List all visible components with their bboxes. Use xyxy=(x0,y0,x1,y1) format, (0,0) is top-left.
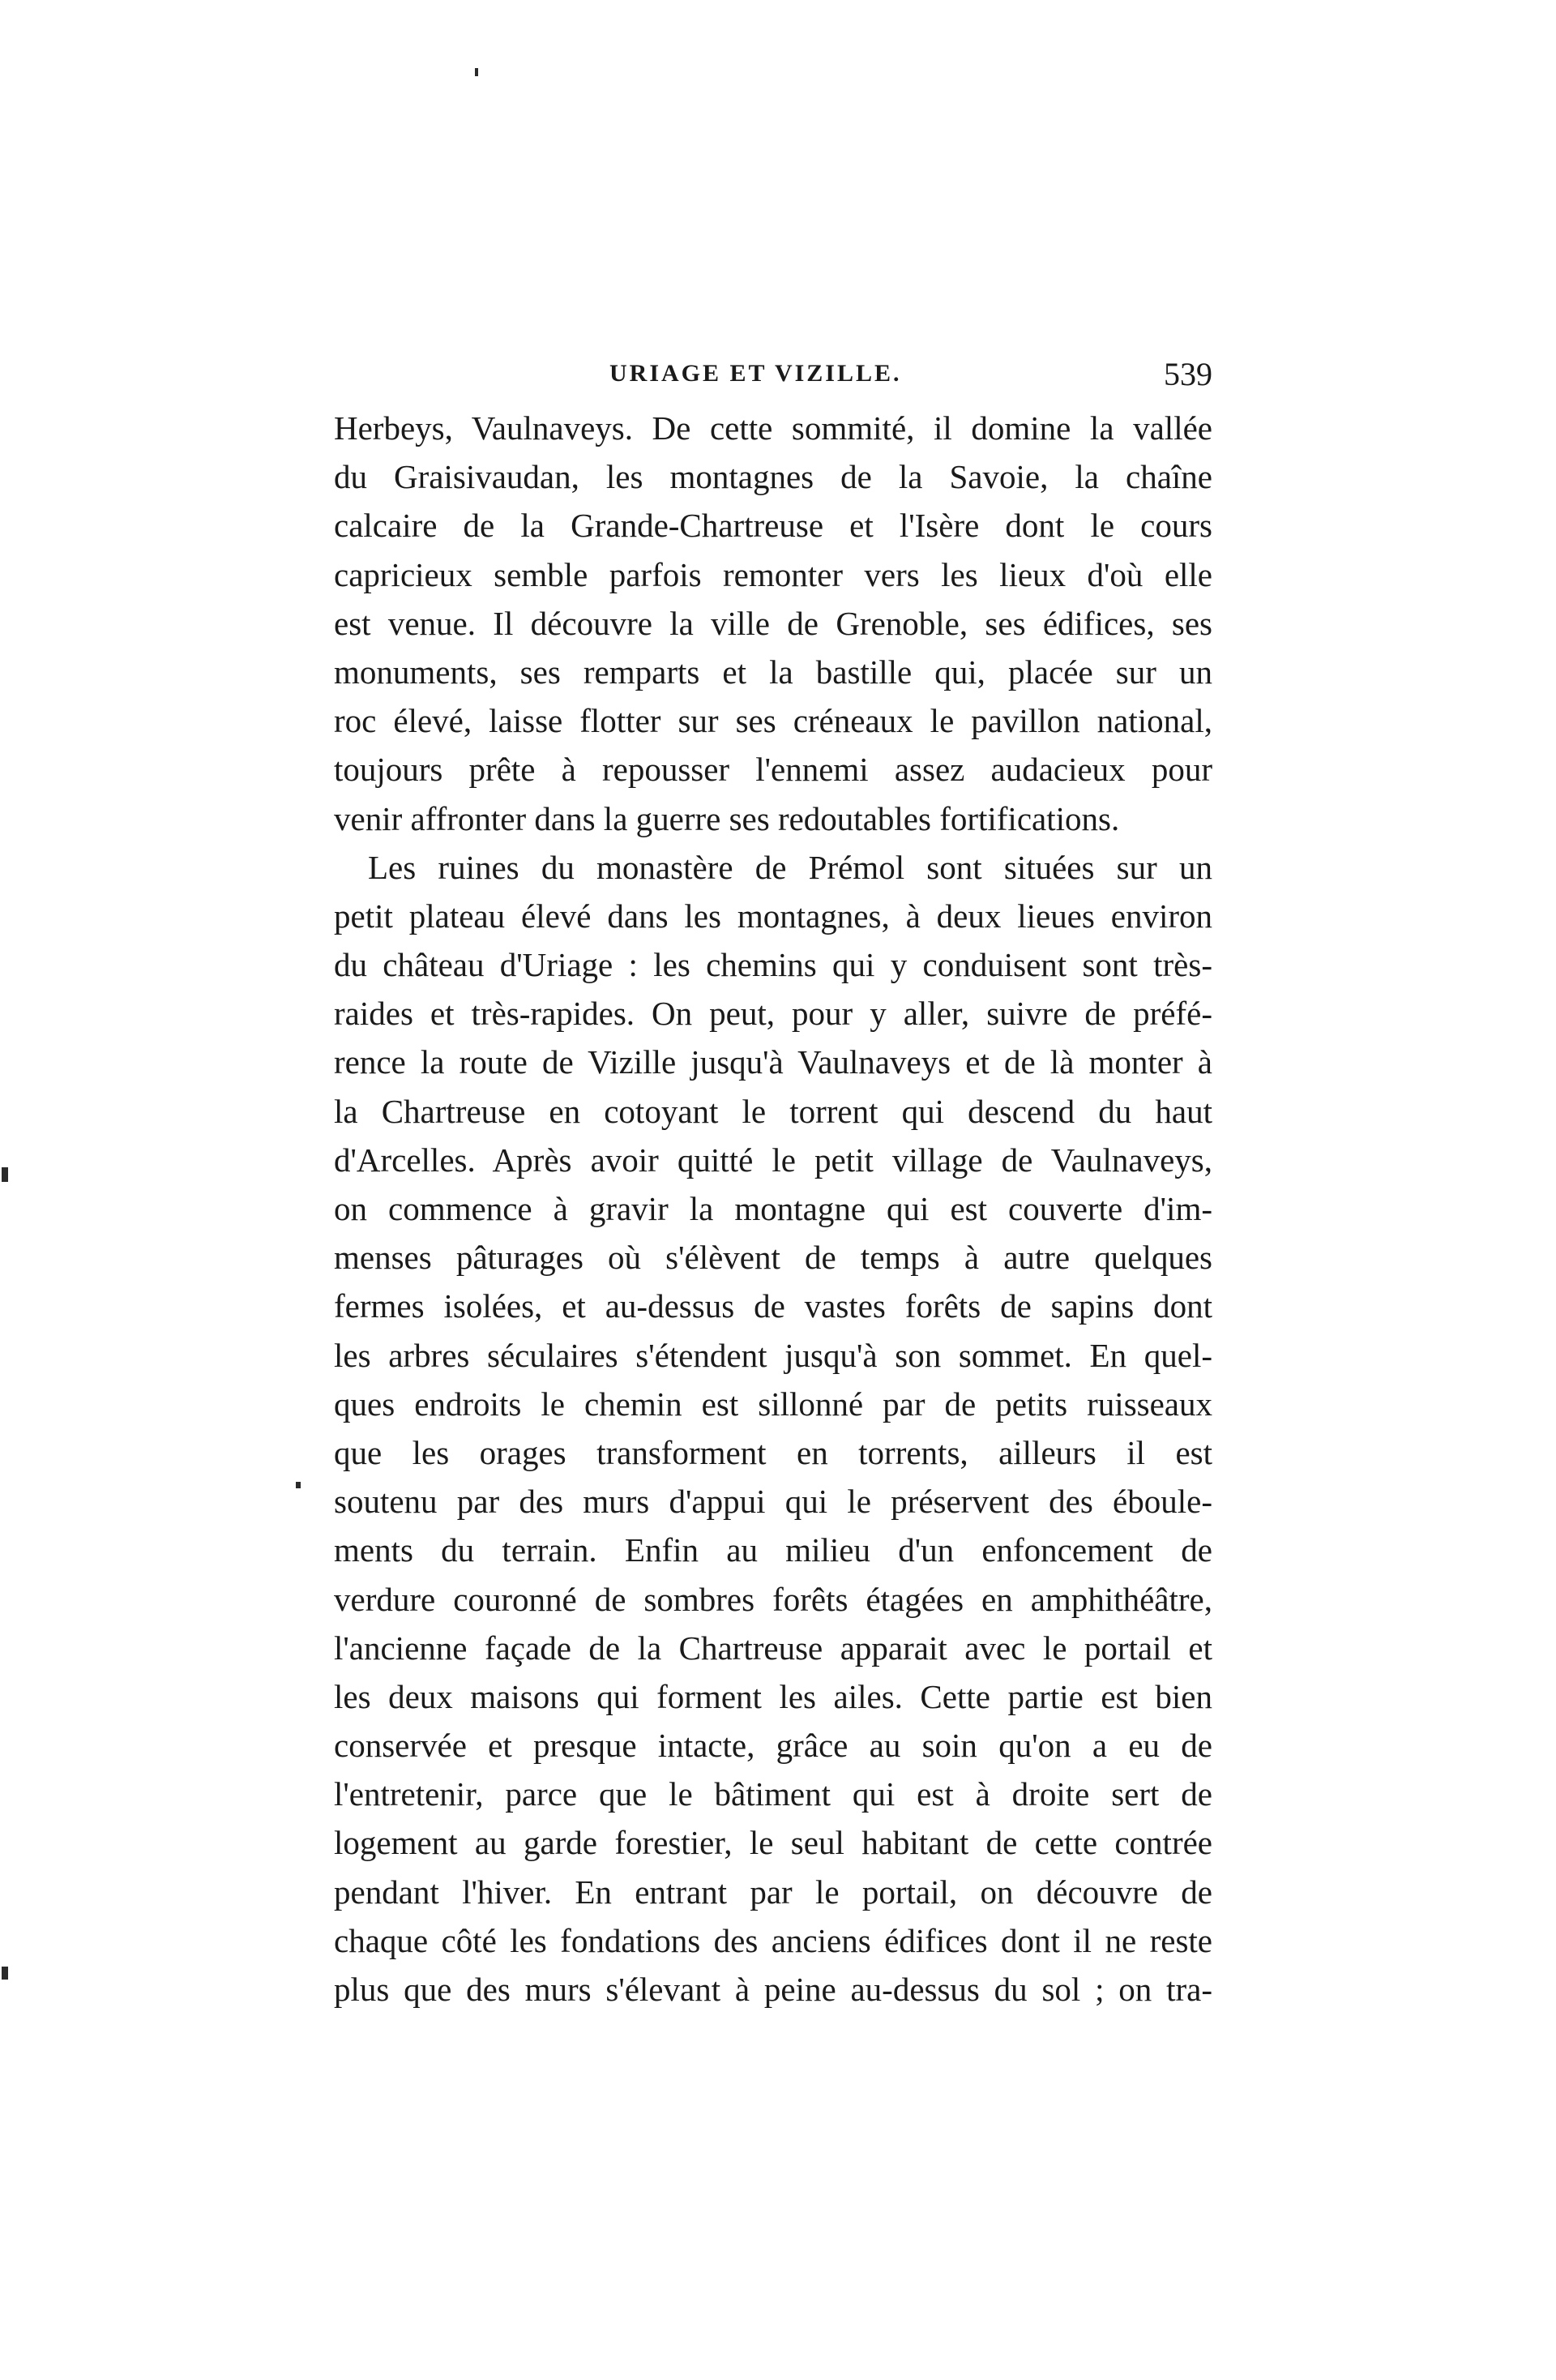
text-line: conservée et presque intacte, grâce au soin qu'on a eu de xyxy=(334,1727,1212,1765)
running-title: URIAGE ET VIZILLE. xyxy=(609,360,902,387)
text-line: logement au garde forestier, le seul habitant de cette contrée xyxy=(334,1824,1212,1862)
scan-speck xyxy=(2,1167,8,1182)
text-line: rence la route de Vizille jusqu'à Vaulnaveys et de là monter à xyxy=(334,1043,1212,1081)
text-line: d'Arcelles. Après avoir quitté le petit village de Vaulnaveys, xyxy=(334,1141,1212,1179)
text-line: petit plateau élevé dans les montagnes, à deux lieues environ xyxy=(334,897,1212,935)
text-line: chaque côté les fondations des anciens édifices dont il ne reste xyxy=(334,1921,1212,1959)
scan-speck xyxy=(475,68,478,76)
text-line: on commence à gravir la montagne qui est couverte d'im- xyxy=(334,1190,1212,1227)
page-number: 539 xyxy=(1164,356,1212,392)
text-line: capricieux semble parfois remonter vers les lieux d'où elle xyxy=(334,555,1212,593)
text-line: les deux maisons qui forment les ailes. Cette partie est bien xyxy=(334,1677,1212,1715)
text-line: l'ancienne façade de la Chartreuse apparait avec le portail et xyxy=(334,1629,1212,1667)
text-line: du château d'Uriage : les chemins qui y conduisent sont très- xyxy=(334,946,1212,984)
text-line: du Graisivaudan, les montagnes de la Savoie, la chaîne xyxy=(334,458,1212,496)
text-line: plus que des murs s'élevant à peine au-dessus du sol ; on tra- xyxy=(334,1971,1212,2008)
text-line: l'entretenir, parce que le bâtiment qui est à droite sert de xyxy=(334,1775,1212,1813)
paragraph-start-line: Les ruines du monastère de Prémol sont situées sur un xyxy=(368,848,1212,886)
text-line: calcaire de la Grande-Chartreuse et l'Isère dont le cours xyxy=(334,507,1212,545)
text-line: Herbeys, Vaulnaveys. De cette sommité, il domine la vallée xyxy=(334,409,1212,447)
body-text xyxy=(334,404,1212,2014)
text-line: est venue. Il découvre la ville de Grenoble, ses édifices, ses xyxy=(334,604,1212,642)
text-line: raides et très-rapides. On peut, pour y aller, suivre de préfé- xyxy=(334,995,1212,1033)
text-line: la Chartreuse en cotoyant le torrent qui descend du haut xyxy=(334,1092,1212,1130)
scan-speck xyxy=(296,1482,301,1488)
text-line: que les orages transforment en torrents, ailleurs il est xyxy=(334,1433,1212,1471)
text-line: menses pâturages où s'élèvent de temps à autre quelques xyxy=(334,1239,1212,1277)
text-line: monuments, ses remparts et la bastille qui, placée sur un xyxy=(334,653,1212,691)
text-line: fermes isolées, et au-dessus de vastes forêts de sapins dont xyxy=(334,1287,1212,1325)
text-line: venir affronter dans la guerre ses redoutables fortifications. xyxy=(334,799,1120,837)
text-line: ments du terrain. Enfin au milieu d'un enfoncement de xyxy=(334,1531,1212,1569)
text-line: toujours prête à repousser l'ennemi assez audacieux pour xyxy=(334,751,1212,789)
text-line: ques endroits le chemin est sillonné par de petits ruisseaux xyxy=(334,1385,1212,1423)
text-line: verdure couronné de sombres forêts étagées en amphithéâtre, xyxy=(334,1580,1212,1618)
running-head xyxy=(334,355,1212,400)
text-line: roc élevé, laisse flotter sur ses créneaux le pavillon national, xyxy=(334,702,1212,740)
text-line: soutenu par des murs d'appui qui le préservent des éboule- xyxy=(334,1483,1212,1521)
text-line: pendant l'hiver. En entrant par le portail, on découvre de xyxy=(334,1873,1212,1911)
text-line: les arbres séculaires s'étendent jusqu'à son sommet. En quel- xyxy=(334,1336,1212,1374)
scan-speck xyxy=(2,1967,8,1980)
